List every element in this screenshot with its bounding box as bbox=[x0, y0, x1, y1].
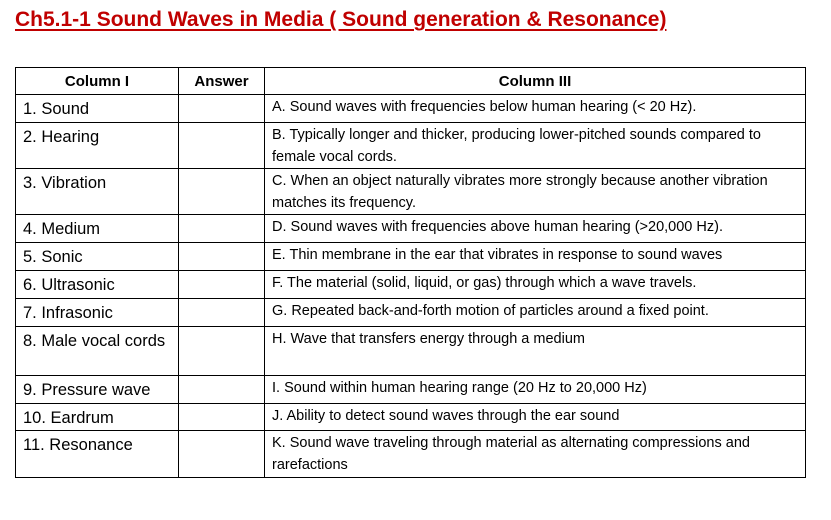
column-header-answer: Answer bbox=[179, 68, 265, 95]
description-cell: D. Sound waves with frequencies above human hearing (>20,000 Hz). bbox=[265, 215, 806, 243]
answer-cell[interactable] bbox=[179, 95, 265, 123]
table-row bbox=[16, 95, 806, 123]
answer-cell[interactable] bbox=[179, 376, 265, 404]
term-cell: 8. Male vocal cords bbox=[16, 327, 179, 376]
description-cell: G. Repeated back-and-forth motion of particles around a fixed point. bbox=[265, 299, 806, 327]
table-row bbox=[16, 299, 806, 327]
answer-cell[interactable] bbox=[179, 215, 265, 243]
answer-cell[interactable] bbox=[179, 271, 265, 299]
table-row bbox=[16, 243, 806, 271]
column-header-descriptions: Column III bbox=[265, 68, 806, 95]
description-cell: F. The material (solid, liquid, or gas) through which a wave travels. bbox=[265, 271, 806, 299]
answer-cell[interactable] bbox=[179, 327, 265, 376]
description-cell: B. Typically longer and thicker, producing lower-pitched sounds compared to female vocal cords. bbox=[265, 123, 806, 169]
table-row bbox=[16, 327, 806, 376]
term-cell: 11. Resonance bbox=[16, 431, 179, 478]
table-row bbox=[16, 431, 806, 478]
term-cell: 4. Medium bbox=[16, 215, 179, 243]
term-cell: 10. Eardrum bbox=[16, 404, 179, 431]
table-header-row bbox=[16, 68, 806, 95]
description-cell: A. Sound waves with frequencies below human hearing (< 20 Hz). bbox=[265, 95, 806, 123]
matching-table bbox=[15, 67, 806, 478]
table-row bbox=[16, 271, 806, 299]
description-cell: E. Thin membrane in the ear that vibrates in response to sound waves bbox=[265, 243, 806, 271]
description-cell: C. When an object naturally vibrates more strongly because another vibration matches its frequency. bbox=[265, 169, 806, 215]
term-cell: 6. Ultrasonic bbox=[16, 271, 179, 299]
table-row bbox=[16, 169, 806, 215]
answer-cell[interactable] bbox=[179, 404, 265, 431]
term-cell: 1. Sound bbox=[16, 95, 179, 123]
answer-cell[interactable] bbox=[179, 431, 265, 478]
description-cell: I. Sound within human hearing range (20 Hz to 20,000 Hz) bbox=[265, 376, 806, 404]
table-row bbox=[16, 123, 806, 169]
term-cell: 5. Sonic bbox=[16, 243, 179, 271]
term-cell: 9. Pressure wave bbox=[16, 376, 179, 404]
description-cell: H. Wave that transfers energy through a medium bbox=[265, 327, 806, 376]
answer-cell[interactable] bbox=[179, 123, 265, 169]
page-title: Ch5.1-1 Sound Waves in Media ( Sound generation & Resonance) bbox=[15, 8, 667, 31]
answer-cell[interactable] bbox=[179, 169, 265, 215]
answer-cell[interactable] bbox=[179, 243, 265, 271]
term-cell: 2. Hearing bbox=[16, 123, 179, 169]
table-row bbox=[16, 376, 806, 404]
answer-cell[interactable] bbox=[179, 299, 265, 327]
column-header-terms: Column I bbox=[16, 68, 179, 95]
term-cell: 3. Vibration bbox=[16, 169, 179, 215]
table-row bbox=[16, 215, 806, 243]
description-cell: J. Ability to detect sound waves through the ear sound bbox=[265, 404, 806, 431]
table-row bbox=[16, 404, 806, 431]
description-cell: K. Sound wave traveling through material as alternating compressions and rarefactions bbox=[265, 431, 806, 478]
term-cell: 7. Infrasonic bbox=[16, 299, 179, 327]
